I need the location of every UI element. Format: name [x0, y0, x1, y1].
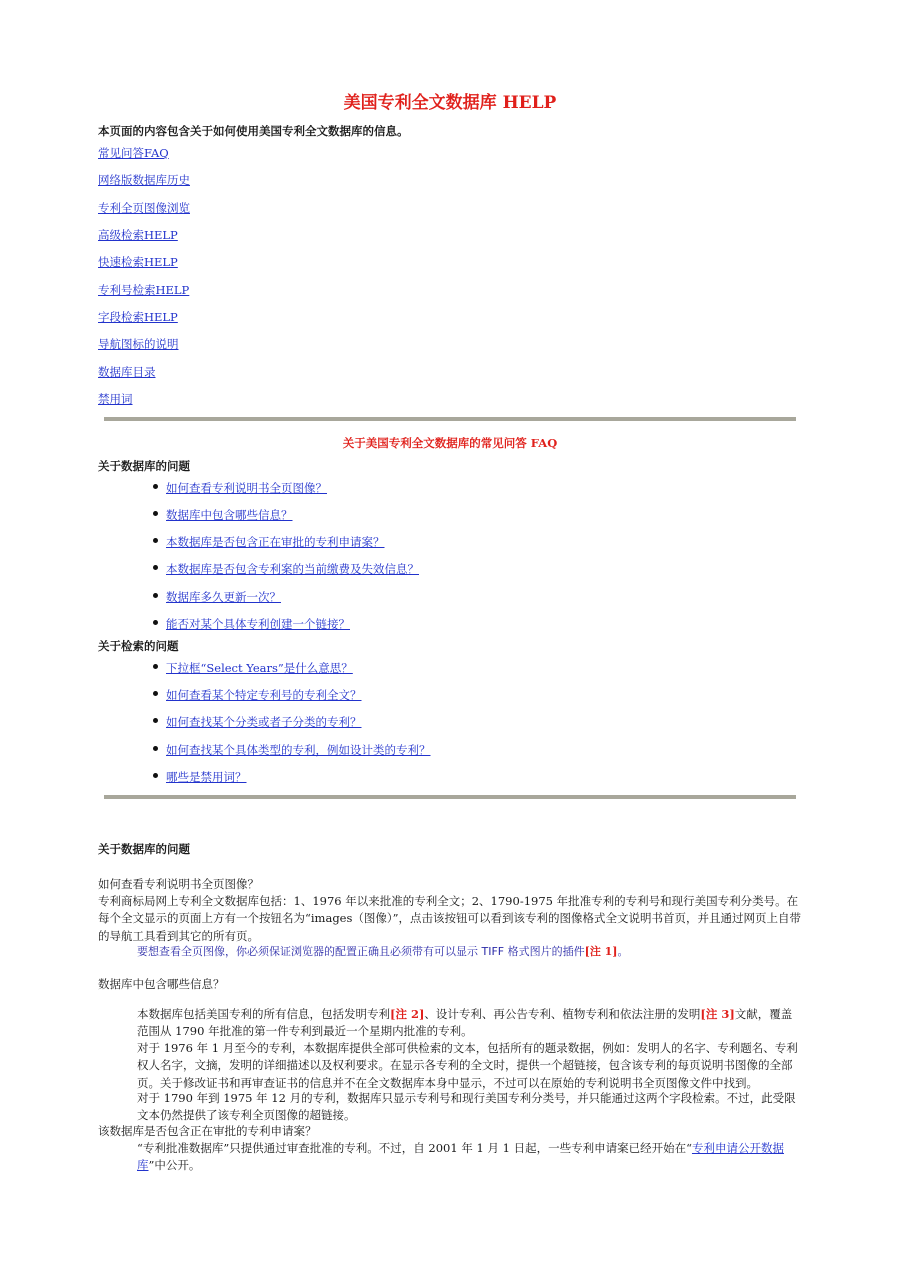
- faq-link[interactable]: 本数据库是否包含专利案的当前缴费及失效信息？: [166, 562, 419, 576]
- link-number-search[interactable]: 专利号检索HELP: [98, 283, 190, 297]
- app-pub-db-link[interactable]: 专利申请公开数据库: [137, 1141, 784, 1173]
- bullet-icon: [153, 593, 158, 598]
- divider: [104, 795, 796, 799]
- bullet-icon: [153, 511, 158, 516]
- answer-paragraph: “专利批准数据库”只提供通过审查批准的专利。不过，自 2001 年 1 月 1 日起，一些专利申请案已经开始在“专利申请公开数据库”中公开。: [137, 1141, 784, 1173]
- bullet-icon: [153, 691, 158, 696]
- link-db-contents[interactable]: 数据库目录: [98, 365, 156, 379]
- faq-link[interactable]: 本数据库是否包含正在审批的专利申请案？: [166, 535, 385, 549]
- link-nav-icons[interactable]: 导航图标的说明: [98, 337, 179, 351]
- faq-link[interactable]: 如何查看某个特定专利号的专利全文？: [166, 688, 362, 702]
- note-2[interactable]: [注 2]: [390, 1007, 425, 1021]
- link-advanced-search[interactable]: 高级检索HELP: [98, 228, 178, 242]
- bullet-icon: [153, 620, 158, 625]
- faq-link[interactable]: 下拉框“Select Years”是什么意思？: [166, 661, 353, 675]
- bullet-icon: [153, 718, 158, 723]
- faq-link[interactable]: 哪些是禁用词？: [166, 770, 247, 784]
- faq-section-database: 关于数据库的问题: [98, 459, 190, 473]
- faq-link[interactable]: 如何查找某个分类或者子分类的专利？: [166, 715, 362, 729]
- question-heading: 如何查看专利说明书全页图像？: [98, 877, 259, 891]
- faq-link[interactable]: 数据库中包含哪些信息？: [166, 508, 293, 522]
- link-quick-search[interactable]: 快速检索HELP: [98, 255, 178, 269]
- answer-paragraph: 对于 1790 年到 1975 年 12 月的专利，数据库只显示专利号和现行美国专利分类号，并只能通过这两个字段检索。不过，此受限文本仍然提供了该专利全页图像的超链接。: [137, 1091, 796, 1123]
- bullet-icon: [153, 565, 158, 570]
- divider: [104, 417, 796, 421]
- faq-link[interactable]: 如何查找某个具体类型的专利，例如设计类的专利？: [166, 743, 431, 757]
- faq-link[interactable]: 能否对某个具体专利创建一个链接？: [166, 617, 350, 631]
- intro-text: 本页面的内容包含关于如何使用美国专利全文数据库的信息。: [98, 124, 409, 138]
- note-3[interactable]: [注 3]: [700, 1007, 735, 1021]
- question-heading: 该数据库是否包含正在审批的专利申请案？: [98, 1124, 317, 1138]
- bullet-icon: [153, 538, 158, 543]
- note-1[interactable]: [注 1]: [584, 945, 618, 958]
- faq-section-search: 关于检索的问题: [98, 639, 179, 653]
- page-title: 美国专利全文数据库 HELP: [343, 93, 557, 113]
- bullet-icon: [153, 664, 158, 669]
- link-field-search[interactable]: 字段检索HELP: [98, 310, 178, 324]
- answer-paragraph: 对于 1976 年 1 月至今的专利，本数据库提供全部可供检索的文本，包括所有的题录数据，例如：发明人的名字、专利题名、专利权人名字，文摘，发明的详细描述以及权利要求。在显示各专利的全文时，提供一个超链接，包含该专利的每页说明书图像的全部页。关于修改证书和再审查证书的信息并不在全文数据库本身中显示，不过可以在原始的专利说明书全页图像文件中找到。: [137, 1041, 798, 1090]
- answer-paragraph: 本数据库包括美国专利的所有信息，包括发明专利[注 2]、设计专利、再公告专利、植物专利和依法注册的发明[注 3]文献，覆盖范围从 1790 年批准的第一件专利到最近一个星期内批准的专利。: [137, 1007, 793, 1039]
- bullet-icon: [153, 484, 158, 489]
- link-history[interactable]: 网络版数据库历史: [98, 173, 190, 187]
- link-image-view[interactable]: 专利全页图像浏览: [98, 201, 190, 215]
- faq-title: 关于美国专利全文数据库的常见问答 FAQ: [342, 436, 558, 450]
- note-paragraph: 要想查看全页图像，你必须保证浏览器的配置正确且必须带有可以显示 TIFF 格式图片的插件[注 1]。: [137, 945, 629, 958]
- bullet-icon: [153, 746, 158, 751]
- section-title: 关于数据库的问题: [98, 842, 190, 856]
- question-heading: 数据库中包含哪些信息？: [98, 977, 225, 991]
- bullet-icon: [153, 773, 158, 778]
- link-faq[interactable]: 常见问答FAQ: [98, 146, 169, 160]
- answer-paragraph: 专利商标局网上专利全文数据库包括：1、1976 年以来批准的专利全文；2、1790-1975 年批准专利的专利号和现行美国专利分类号。在每个全文显示的页面上方有一个按钮名为“images（图像）”，点击该按钮可以看到该专利的图像格式全文说明书首页，并且通过网页上自带的导航工具看到其它的所有页。: [98, 894, 802, 943]
- faq-link[interactable]: 数据库多久更新一次？: [166, 590, 281, 604]
- faq-link[interactable]: 如何查看专利说明书全页图像？: [166, 481, 327, 495]
- link-stopwords[interactable]: 禁用词: [98, 392, 133, 406]
